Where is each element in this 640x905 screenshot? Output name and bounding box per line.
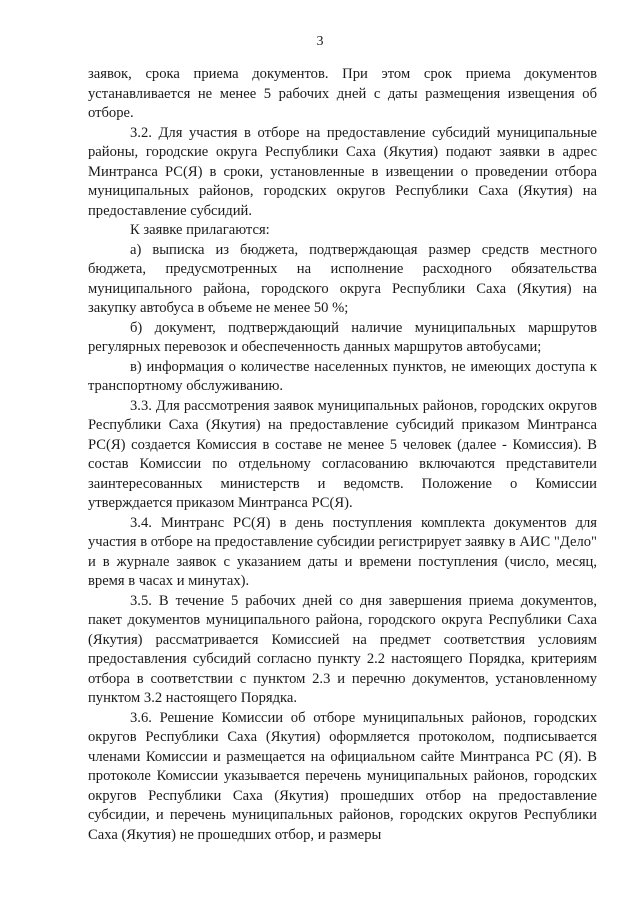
paragraph: а) выписка из бюджета, подтверждающая размер средств местного бюджета, предусмотренных на исполнение расходного обязательства муниципального района, городского округа Республики Саха (Якутия) на закупку автобуса в объеме не менее 50 %;: [88, 241, 597, 316]
paragraph: К заявке прилагаются:: [130, 222, 270, 238]
paragraph: 3.4. Минтранс РС(Я) в день поступления комплекта документов для участия в отборе на предоставление субсидии регистрирует заявку в АИС "Дело" и в журнале заявок с указанием даты и времени поступления (число, месяц, время в часах и минутах).: [88, 514, 597, 589]
paragraph: б) документ, подтверждающий наличие муниципальных маршрутов регулярных перевозок и обеспеченность данных маршрутов автобусами;: [88, 319, 597, 355]
paragraph: 3.5. В течение 5 рабочих дней со дня завершения приема документов, пакет документов муниципального района, городского округа Республики Саха (Якутия) рассматривается Комиссией на предмет соответствия условиям предоставления субсидий согласно пункту 2.2 настоящего Порядка, критериям отбора в соответствии с пунктом 2.3 и перечню документов, установленному пунктом 3.2 настоящего Порядка.: [88, 592, 597, 706]
paragraph: заявок, срока приема документов. При этом срок приема документов устанавливается не менее 5 рабочих дней с даты размещения извещения об отборе.: [88, 66, 597, 121]
page-number: 3: [316, 34, 324, 49]
paragraph: в) информация о количестве населенных пунктов, не имеющих доступа к транспортному обслуживанию.: [88, 358, 597, 394]
document-body: [88, 65, 597, 845]
paragraph: 3.6. Решение Комиссии об отборе муниципальных районов, городских округов Республики Саха (Якутия) оформляется протоколом, подписывается членами Комиссии и размещается на официальном сайте Минтранса РС (Я). В протоколе Комиссии указывается перечень муниципальных районов, городских округов Республики Саха (Якутия) прошедших отбор на предоставление субсидии, и перечень муниципальных районов, городских округов Республики Саха (Якутия) не прошедших отбор, и размеры: [88, 709, 597, 843]
paragraph: 3.2. Для участия в отборе на предоставление субсидий муниципальные районы, городские округа Республики Саха (Якутия) подают заявки в адрес Минтранса РС(Я) в сроки, установленные в извещении о проведении отбора муниципальных районов, городских округов Республики Саха (Якутия) на предоставление субсидий.: [88, 124, 597, 219]
paragraph: 3.3. Для рассмотрения заявок муниципальных районов, городских округов Республики Саха (Якутия) на предоставление субсидий приказом Минтранса РС(Я) создается Комиссия в составе не менее 5 человек (далее - Комиссия). В состав Комиссии по отдельному согласованию включаются представители заинтересованных министерств и ведомств. Положение о Комиссии утверждается приказом Минтранса РС(Я).: [88, 397, 597, 511]
